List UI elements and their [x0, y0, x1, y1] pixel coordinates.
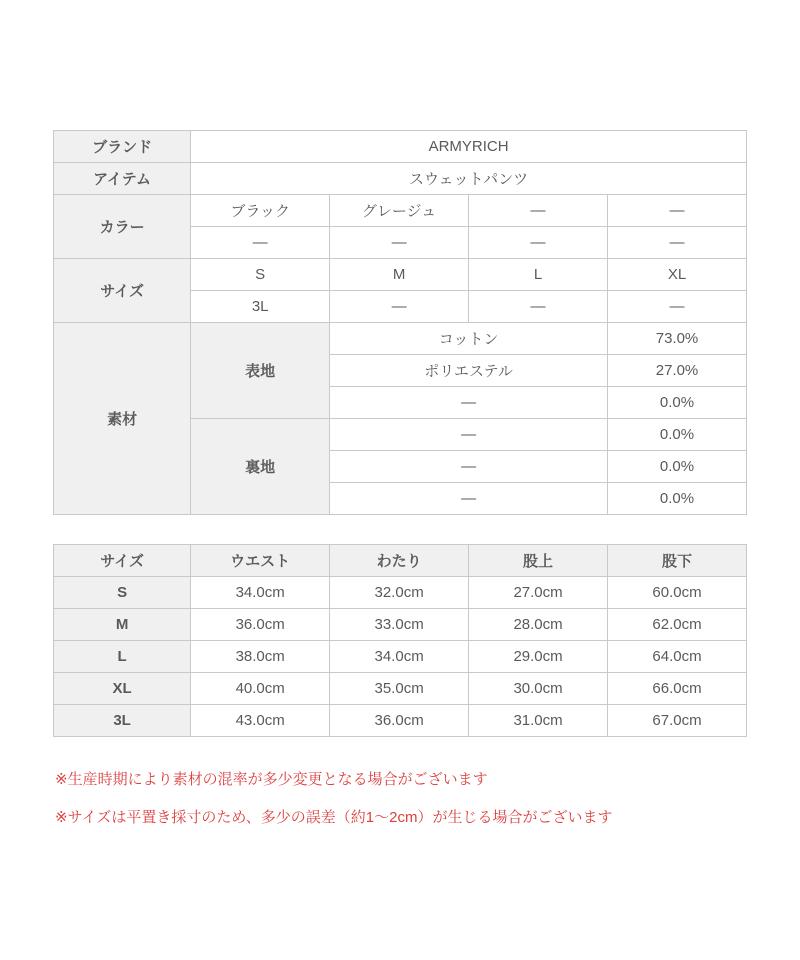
size-value: ―: [608, 291, 747, 323]
measurement-value: 32.0cm: [330, 577, 469, 609]
column-header-rise: 股上: [469, 545, 608, 577]
item-label: アイテム: [54, 163, 191, 195]
measurement-value: 40.0cm: [191, 673, 330, 705]
item-row: [54, 163, 747, 195]
measurement-value: 33.0cm: [330, 609, 469, 641]
item-value: スウェットパンツ: [191, 163, 747, 195]
measurement-value: 62.0cm: [608, 609, 747, 641]
size-chart-section: [53, 544, 747, 737]
material-label: 素材: [54, 323, 191, 515]
product-spec-table: [53, 130, 747, 515]
color-value: ―: [330, 227, 469, 259]
material-percent: 0.0%: [608, 387, 747, 419]
size-label: サイズ: [54, 259, 191, 323]
material-name: ―: [330, 387, 608, 419]
material-percent: 0.0%: [608, 451, 747, 483]
brand-value: ARMYRICH: [191, 131, 747, 163]
content-area: [53, 130, 747, 844]
size-chart-row-xl: [54, 673, 747, 705]
size-row-1: [54, 259, 747, 291]
size-value: 3L: [191, 291, 330, 323]
size-value: S: [191, 259, 330, 291]
measurement-value: 60.0cm: [608, 577, 747, 609]
size-value: ―: [330, 291, 469, 323]
brand-row: [54, 131, 747, 163]
color-value: ―: [608, 227, 747, 259]
size-value: M: [330, 259, 469, 291]
material-percent: 0.0%: [608, 483, 747, 515]
color-value: ―: [608, 195, 747, 227]
measurement-value: 36.0cm: [191, 609, 330, 641]
column-header-inseam: 股下: [608, 545, 747, 577]
size-chart-row-m: [54, 609, 747, 641]
row-header-size: S: [54, 577, 191, 609]
measurement-value: 34.0cm: [330, 641, 469, 673]
measurement-value: 36.0cm: [330, 705, 469, 737]
measurement-value: 38.0cm: [191, 641, 330, 673]
material-name: ―: [330, 451, 608, 483]
column-header-waist: ウエスト: [191, 545, 330, 577]
material-disclaimer-note: ※生産時期により素材の混率が多少変更となる場合がございます: [55, 771, 488, 788]
color-row-1: [54, 195, 747, 227]
size-chart-table: [53, 544, 747, 737]
row-header-size: XL: [54, 673, 191, 705]
material-name: ポリエステル: [330, 355, 608, 387]
color-value: ブラック: [191, 195, 330, 227]
size-chart-row-l: [54, 641, 747, 673]
size-value: ―: [469, 291, 608, 323]
measurement-value: 28.0cm: [469, 609, 608, 641]
measurement-value: 30.0cm: [469, 673, 608, 705]
brand-label: ブランド: [54, 131, 191, 163]
material-name: ―: [330, 419, 608, 451]
measurement-value: 66.0cm: [608, 673, 747, 705]
row-header-size: 3L: [54, 705, 191, 737]
measurement-value: 31.0cm: [469, 705, 608, 737]
measurement-value: 27.0cm: [469, 577, 608, 609]
measurement-value: 29.0cm: [469, 641, 608, 673]
material-name: ―: [330, 483, 608, 515]
material-outer-row-1: [54, 323, 747, 355]
column-header-size: サイズ: [54, 545, 191, 577]
material-name: コットン: [330, 323, 608, 355]
color-value: ―: [191, 227, 330, 259]
row-header-size: M: [54, 609, 191, 641]
color-value: ―: [469, 195, 608, 227]
material-percent: 73.0%: [608, 323, 747, 355]
measurement-value: 43.0cm: [191, 705, 330, 737]
outer-fabric-label: 表地: [191, 323, 330, 419]
color-label: カラー: [54, 195, 191, 259]
material-percent: 0.0%: [608, 419, 747, 451]
lining-label: 裏地: [191, 419, 330, 515]
color-value: ―: [469, 227, 608, 259]
size-value: XL: [608, 259, 747, 291]
measurement-value: 35.0cm: [330, 673, 469, 705]
measurement-value: 64.0cm: [608, 641, 747, 673]
size-value: L: [469, 259, 608, 291]
row-header-size: L: [54, 641, 191, 673]
measurement-value: 67.0cm: [608, 705, 747, 737]
material-percent: 27.0%: [608, 355, 747, 387]
size-chart-row-s: [54, 577, 747, 609]
measurement-value: 34.0cm: [191, 577, 330, 609]
size-chart-header-row: [54, 545, 747, 577]
column-header-thigh: わたり: [330, 545, 469, 577]
color-value: グレージュ: [330, 195, 469, 227]
size-disclaimer-note: ※サイズは平置き採寸のため、多少の誤差（約1〜2cm）が生じる場合がございます: [55, 808, 613, 826]
size-chart-row-3l: [54, 705, 747, 737]
notes-section: [53, 769, 747, 829]
